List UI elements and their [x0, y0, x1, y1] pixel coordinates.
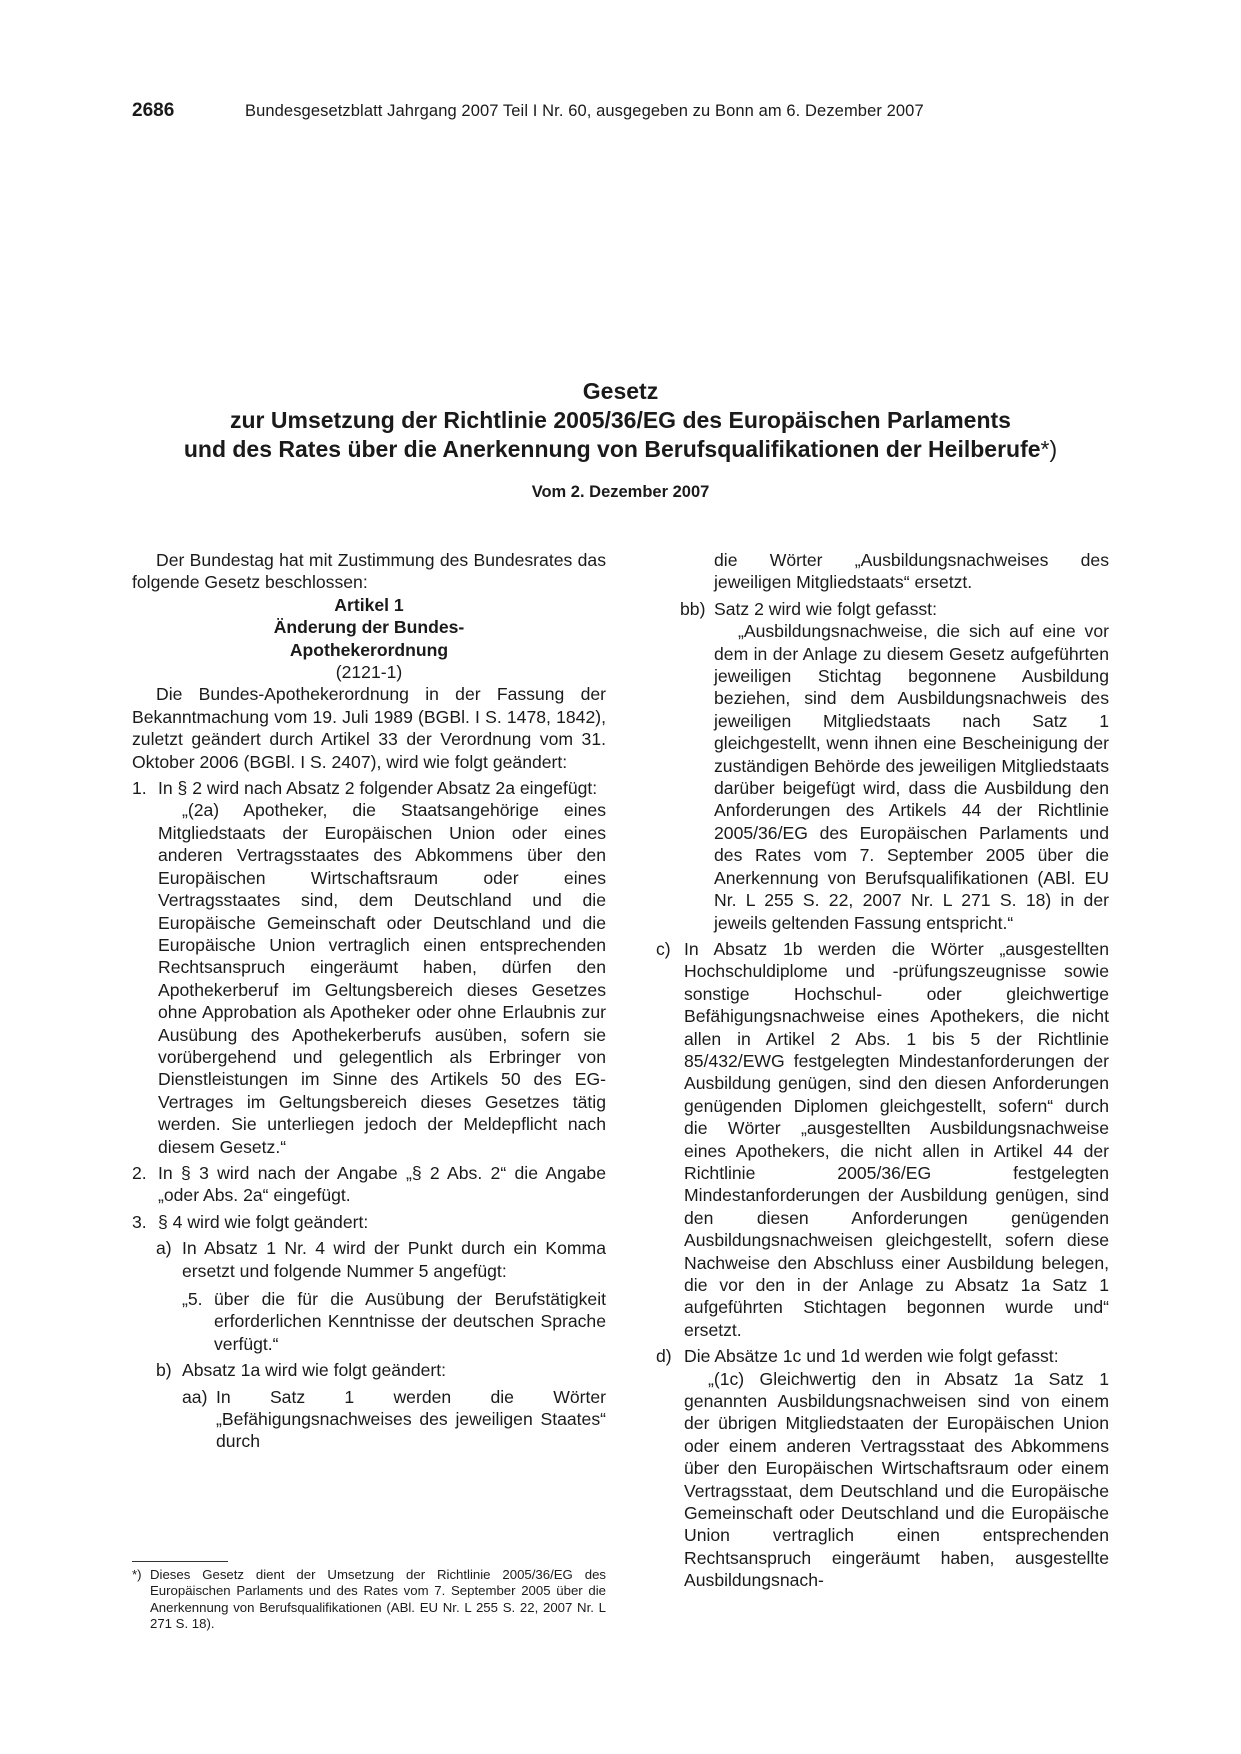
title-line-1: Gesetz	[582, 378, 659, 404]
list-item-3a	[132, 1237, 606, 1282]
list-item-3b-aa-text: In Satz 1 werden die Wörter „Befähigungsnachweises des jeweiligen Staates“ durch	[216, 1386, 606, 1452]
left-column	[132, 549, 606, 1453]
list-item-3b-aa	[132, 1386, 606, 1453]
list-item-3d	[656, 1345, 1109, 1367]
list-item-3b	[132, 1359, 606, 1381]
running-header	[132, 100, 1109, 128]
list-item-3d-label: d)	[656, 1346, 672, 1367]
law-date: Vom 2. Dezember 2007	[531, 483, 710, 501]
list-item-3a-text: In Absatz 1 Nr. 4 wird der Punkt durch ein Komma ersetzt und folgende Nummer 5 angefügt:	[182, 1238, 606, 1281]
article-heading: Änderung der Bundes-Apothekerordnung	[273, 617, 465, 660]
title-line-3-text: und des Rates über die Anerkennung von Berufsqualifikationen der Heilberufe	[183, 436, 1041, 462]
article-number: Artikel 1	[334, 594, 404, 615]
quote-number-5-label: „5.	[182, 1289, 203, 1309]
list-item-2-text: In § 3 wird nach der Angabe „§ 2 Abs. 2“ die Angabe „oder Abs. 2a“ eingefügt.	[158, 1162, 606, 1206]
footnote-mark: *)	[132, 1567, 142, 1582]
list-item-3d-text: Die Absätze 1c und 1d werden wie folgt gefasst:	[684, 1346, 1059, 1367]
list-item-1	[132, 777, 606, 799]
running-head: Bundesgesetzblatt Jahrgang 2007 Teil I Nr. 60, ausgegeben zu Bonn am 6. Dezember 2007	[245, 102, 924, 120]
list-item-3	[132, 1211, 606, 1233]
list-item-1-text: In § 2 wird nach Absatz 2 folgender Absatz 2a eingefügt:	[158, 778, 598, 799]
list-item-3b-aa-label: aa)	[182, 1386, 208, 1407]
article-intro: Die Bundes-Apothekerordnung in der Fassung der Bekanntmachung vom 19. Juli 1989 (BGBl. I S. 1478, 1842), zuletzt geändert durch Artikel 33 der Verordnung vom 31. Oktober 2006 (BGBl. I S. 2407), wird wie folgt geändert:	[132, 684, 606, 772]
list-item-3-text: § 4 wird wie folgt geändert:	[158, 1211, 369, 1232]
preamble: Der Bundestag hat mit Zustimmung des Bundesrates das folgende Gesetz beschlossen:	[132, 550, 606, 593]
list-item-3b-label: b)	[156, 1360, 172, 1381]
list-item-3a-label: a)	[156, 1238, 172, 1259]
list-item-3b-bb-text: Satz 2 wird wie folgt gefasst:	[714, 598, 937, 619]
title-line-2: zur Umsetzung der Richtlinie 2005/36/EG des Europäischen Parlaments	[230, 407, 1011, 433]
list-item-3c-label: c)	[656, 938, 671, 959]
list-item-2-label: 2.	[132, 1162, 147, 1183]
list-item-3c-text: In Absatz 1b werden die Wörter „ausgestellten Hochschuldiplome und -prüfungszeugnisse sowie sonstige Hochschul- oder gleichwertige Befähigungsnachweise eines Apothekers, die nicht allen in Artikel 2 Abs. 1 bis 5 der Richtlinie 85/432/EWG festgelegten Mindestanforderungen der Ausbildung genügen, sind den diesen Anforderungen genügenden Diplomen gleichgestellt, sofern“ durch die Wörter „ausgestellten Ausbildungsnachweise eines Apothekers, die nicht allen in Artikel 44 der Richtlinie 2005/36/EG festgelegten Mindestanforderungen der Ausbildung genügen, sind den diesen Anforderungen genügenden Ausbildungsnachweisen gleichgestellt, sofern diese Nachweise den Abschluss einer Ausbildung belegen, die vor den in der Anlage zu Absatz 1a Satz 1 aufgeführten Stichtagen begonnen wurde und“ ersetzt.	[684, 938, 1109, 1340]
quote-number-5	[132, 1288, 606, 1355]
quote-paragraph-2a: „(2a) Apotheker, die Staatsangehörige eines Mitgliedstaats der Europäischen Union oder eines anderen Vertragsstaates des Abkommens über den Europäischen Wirtschaftsraum oder eines Vertragsstaates sind, dem Deutschland und die Europäische Gemeinschaft oder Deutschland und die Europäische Union vertraglich einen entsprechenden Rechtsanspruch eingeräumt haben, dürfen den Apothekerberuf im Geltungsbereich dieses Gesetzes ohne Approbation als Apotheker oder ohne Erlaubnis zur Ausübung des Apothekerberufs ausüben, sofern sie vorübergehend und gelegentlich als Erbringer von Dienstleistungen im Sinne des Artikels 50 des EG-Vertrages im Geltungsbereich dieses Gesetzes tätig werden. Sie unterliegen jedoch der Meldepflicht nach diesem Gesetz.“	[158, 800, 606, 1157]
list-item-3-label: 3.	[132, 1211, 147, 1232]
list-item-3c	[656, 938, 1109, 1341]
title-line-3	[100, 435, 1141, 464]
aa-continuation: die Wörter „Ausbildungsnachweises des jeweiligen Mitgliedstaats“ ersetzt.	[714, 550, 1109, 593]
footnote-text: Dieses Gesetz dient der Umsetzung der Richtlinie 2005/36/EG des Europäischen Parlaments und des Rates vom 7. September 2005 über die Anerkennung von Berufsqualifikationen (ABl. EU Nr. L 255 S. 22, 2007 Nr. L 271 S. 18).	[150, 1567, 606, 1631]
law-title	[100, 377, 1141, 464]
footnote	[132, 1567, 606, 1632]
list-item-1-label: 1.	[132, 778, 147, 799]
list-item-3b-bb	[656, 598, 1109, 620]
page-number: 2686	[132, 100, 175, 121]
footnote-divider	[132, 1561, 228, 1562]
right-column	[656, 549, 1109, 1592]
list-item-3b-bb-label: bb)	[680, 598, 706, 619]
quote-satz-2: „Ausbildungsnachweise, die sich auf eine vor dem in der Anlage zu diesem Gesetz aufgeführten jeweiligen Stichtag begonnene Ausbildung beziehen, sind dem Ausbildungsnachweis des jeweiligen Mitgliedstaats nach Satz 1 gleichgestellt, wenn ihnen eine Bescheinigung der zuständigen Behörde des jeweiligen Mitgliedstaats darüber beigefügt wird, dass die Ausbildung den Anforderungen des Artikels 44 der Richtlinie 2005/36/EG des Europäischen Parlaments und des Rates vom 7. September 2005 über die Anerkennung von Berufsqualifikationen (ABl. EU Nr. L 255 S. 22, 2007 Nr. L 271 S. 18) in der jeweils geltenden Fassung entspricht.“	[714, 621, 1109, 933]
fna-number: (2121-1)	[335, 662, 403, 683]
list-item-2	[132, 1162, 606, 1207]
list-item-3b-text: Absatz 1a wird wie folgt geändert:	[182, 1360, 447, 1381]
quote-absatz-1c: „(1c) Gleichwertig den in Absatz 1a Satz 1 genannten Ausbildungsnachweisen sind von einem der übrigen Mitgliedstaaten der Europäischen Union oder einem anderen Vertragsstaat des Abkommens über den Europäischen Wirtschaftsraum oder einem Vertragsstaat, dem Deutschland und die Europäische Gemeinschaft oder Deutschland und die Europäische Union vertraglich einen entsprechenden Rechtsanspruch eingeräumt haben, ausgestellte Ausbildungsnach-	[684, 1368, 1109, 1591]
footnote-reference[interactable]: *)	[1040, 436, 1058, 462]
quote-number-5-text: über die für die Ausübung der Berufstätigkeit erforderlichen Kenntnisse der deutschen Sprache verfügt.“	[214, 1289, 606, 1354]
